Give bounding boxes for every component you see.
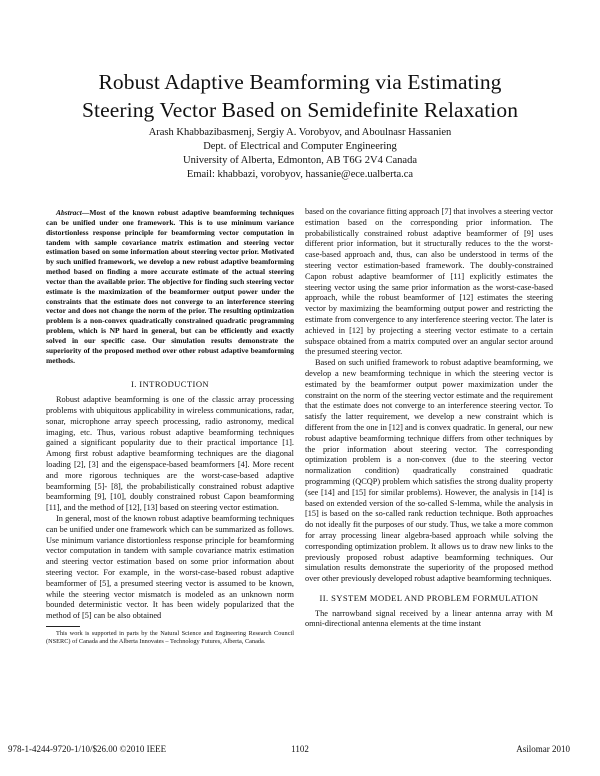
author-department: Dept. of Electrical and Computer Engineering: [203, 141, 397, 152]
author-names: Arash Khabbazibasmenj, Sergiy A. Vorobyov, and Aboulnasr Hassanien: [148, 127, 452, 138]
section-heading-system-model: II. SYSTEM MODEL AND PROBLEM FORMULATION: [319, 592, 539, 603]
right-column: [305, 207, 553, 630]
left-column: [46, 208, 294, 646]
footer-conference: Asilomar 2010: [516, 744, 570, 754]
system-model-paragraph-1: The narrowband signal received by a linear antenna array with M omni-directional antenna elements at the time instant: [305, 608, 553, 629]
abstract-text: —Most of the known robust adaptive beamforming techniques can be unified under one framework. This is to use minimum variance distortionless response principle for beamforming vector computation in tandem with sample covariance matrix estimation and steering vector estimation based on some information about steering vector prior. Motivated by such unified framework, we develop a new robust adaptive beamforming method based on finding a more accurate estimate of the actual steering vector than the available prior. The objective for finding such steering vector estimate is the maximization of the beamformer output power under the constraints that the estimate does not converge to an interference steering vector and does not change the norm of the prior. The resulting optimization problem is a non-convex quadratically constrained quadratic programming problem, which is NP hard in general, but can be efficiently and exactly solved in our specific case. Our simulation results demonstrate the superiority of the proposed method over other robust adaptive beamforming methods.: [46, 208, 294, 365]
footer-page-number: 1102: [291, 744, 309, 754]
paper-title: [40, 68, 560, 124]
footnote-rule: [46, 626, 80, 627]
author-university: University of Alberta, Edmonton, AB T6G 2V4 Canada: [183, 155, 417, 166]
abstract: [46, 208, 294, 366]
section-heading-introduction: I. INTRODUCTION: [130, 378, 210, 389]
title-line-2: Steering Vector Based on Semidefinite Relaxation: [81, 98, 519, 122]
author-block: [40, 126, 560, 182]
funding-footnote: This work is supported in parts by the Natural Science and Engineering Research Council (NSERC) of Canada and the Alberta Innovates – Technology Futures, Alberta, Canada.: [46, 630, 294, 646]
intro-paragraph-2: In general, most of the known robust adaptive beamforming techniques can be unified under one framework which can be summarized as follows. Use minimum variance distortionless response principle for beamforming vector computation in tandem with sample covariance matrix estimation and steering vector estimation based on some prior information about steering vector. For example, in the worst-case-based robust adaptive beamformer of [5], a presumed steering vector is assumed to be known, while the steering vector mismatch is modeled as an unknown norm bounded deterministic vector. It has been widely popularized that the method of [5] can be also obtained: [46, 514, 294, 621]
intro-paragraph-4: Based on such unified framework to robust adaptive beamforming, we develop a new beamforming technique in which the steering vector is estimated by the beamformer output power maximization under the constraint on the norm of the steering vector estimate and the requirement that the estimate does not converge to an interference steering vector. To satisfy the latter requirement, we develop a new constraint which is different from the one in [12] and is convex quadratic. In general, our new robust adaptive beamforming technique differs from other techniques by the prior information about steering vector. The corresponding optimization problem is a non-convex (due to the steering vector normalization condition) quadratically constrained quadratic programming (QCQP) problem which satisfies the strong duality property (see [14] and [15] for similar problems). However, the analysis in [14] is based on extended version of the so-called S-lemma, while the analysis in [15] is based on the so-called rank reduction technique. Both approaches do not ideally fit the purposes of our study. Thus, we take a more common for array processing linear algebra-based approach while solving the corresponding optimization problem. It allows us to draw new links to the previously proposed robust adaptive beamforming techniques. Our simulation results demonstrate the superiority of the proposed method over other previously developed robust adaptive beamforming techniques.: [305, 358, 553, 584]
intro-paragraph-3: based on the covariance fitting approach [7] that involves a steering vector estimation based on the corresponding prior information. The probabilistically constrained robust adaptive beamformer of [9] uses different prior information, but it structurally reduces to the the worst-case-based approach and, thus, can also be understood in terms of the steering vector estimation-based framework. The doubly-constrained Capon robust adaptive beamformer of [11] explicitly estimates the steering vector using the same prior information as the worst-case-based approach, while the robust beamformer of [12] estimates the steering vector by maximizing the beamforming output power and restricting the estimate from convergence to any interference steering vector. The later is achieved in [12] by projecting a steering vector estimate to a certain subspace obtained from a matrix computed over an angular sector around the presumed steering vector.: [305, 207, 553, 357]
footer-isbn: 978-1-4244-9720-1/10/$26.00 ©2010 IEEE: [8, 744, 167, 754]
title-line-1: Robust Adaptive Beamforming via Estimating: [98, 70, 502, 94]
intro-paragraph-1: Robust adaptive beamforming is one of the classic array processing problems with ubiquitous applicability in wireless communications, radar, sonar, microphone array speech processing, radio astronomy, medical imaging, etc. Thus, various robust adaptive beamforming techniques gained a significant popularity due to their practical importance [1]. Among first robust adaptive beamforming techniques are the diagonal loading [2], [3] and the eigenspace-based beamformers [4]. More recent and more rigorous techniques are the worst-case-based adaptive beamforming [5]- [8], the probabilistically constrained robust adaptive beamforming [9], [10], doubly constrained robust Capon beamforming [11], and the method of [12], [13] based on steering vector estimation.: [46, 395, 294, 513]
author-email: Email: khabbazi, vorobyov, hassanie@ece.ualberta.ca: [186, 169, 414, 180]
abstract-lead: Abstract: [56, 208, 82, 217]
